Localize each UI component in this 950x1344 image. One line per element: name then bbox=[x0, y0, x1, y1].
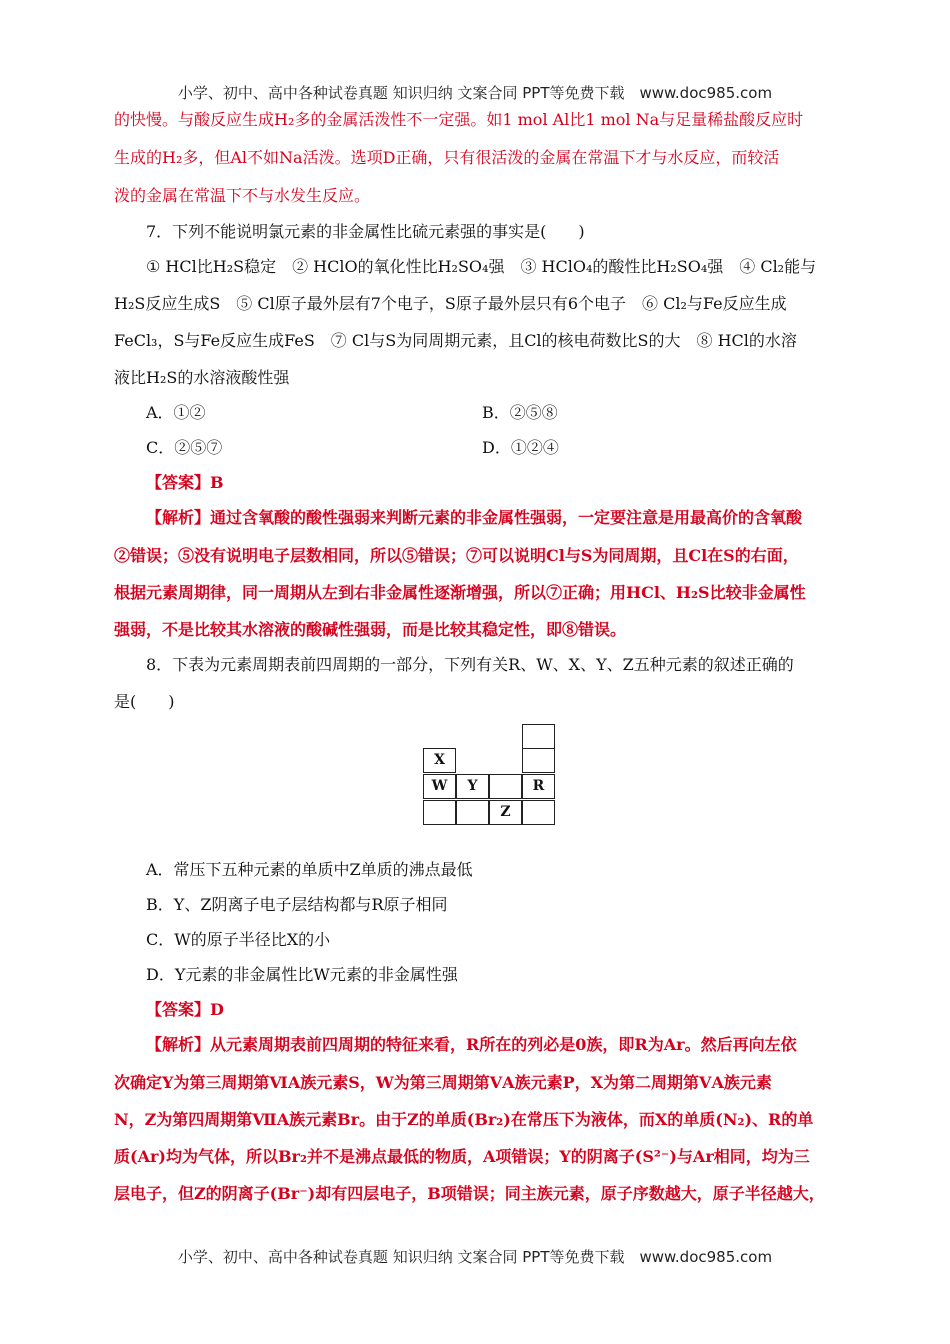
q7-option-a: A．①② bbox=[146, 403, 206, 422]
q7-analysis-line: 根据元素周期律，同一周期从左到右非金属性逐渐增强，所以⑦正确；用HCl、H₂S比较非金属性 bbox=[114, 583, 806, 602]
q8-answer: 【答案】D bbox=[146, 1000, 224, 1019]
table-cell bbox=[522, 724, 555, 749]
q8-option-d: D．Y元素的非金属性比W元素的非金属性强 bbox=[146, 965, 458, 984]
q7-body-line: 液比H₂S的水溶液酸性强 bbox=[114, 368, 290, 387]
element-w-label: W bbox=[431, 778, 448, 794]
q8-analysis-line: 次确定Y为第三周期第ⅥA族元素S，W为第三周期第ⅤA族元素P，X为第二周期第ⅤA族元素 bbox=[114, 1073, 772, 1092]
intro-line: 的快慢。与酸反应生成H₂多的金属活泼性不一定强。如1 mol Al比1 mol Na与足量稀盐酸反应时 bbox=[114, 110, 804, 129]
q7-analysis-line: 【解析】通过含氧酸的酸性强弱来判断元素的非金属性强弱，一定要注意是用最高价的含氧酸 bbox=[146, 508, 803, 527]
table-cell-y bbox=[456, 774, 489, 799]
intro-line: 生成的H₂多，但Al不如Na活泼。选项D正确，只有很活泼的金属在常温下才与水反应，而较活 bbox=[114, 148, 780, 167]
q7-analysis-line: ②错误；⑤没有说明电子层数相同，所以⑤错误；⑦可以说明Cl与S为同周期，且Cl在S的右面， bbox=[114, 546, 799, 565]
table-cell-x bbox=[423, 748, 456, 773]
q7-option-c: C．②⑤⑦ bbox=[146, 438, 223, 457]
q7-analysis-line: 强弱，不是比较其水溶液的酸碱性强弱，而是比较其稳定性，即⑧错误。 bbox=[114, 620, 627, 639]
table-cell-z bbox=[489, 800, 522, 825]
q8-analysis-line: 质(Ar)均为气体，所以Br₂并不是沸点最低的物质，A项错误；Y的阴离子(S²⁻)与Ar相同，均为三 bbox=[114, 1147, 810, 1166]
q8-option-b: B．Y、Z阴离子电子层结构都与R原子相同 bbox=[146, 895, 448, 914]
q7-body-line: ① HCl比H₂S稳定 ② HClO的氧化性比H₂SO₄强 ③ HClO₄的酸性比H₂SO₄强 ④ Cl₂能与 bbox=[146, 257, 817, 276]
table-cell bbox=[456, 800, 489, 825]
q8-option-a: A．常压下五种元素的单质中Z单质的沸点最低 bbox=[146, 860, 473, 879]
table-cell bbox=[489, 774, 522, 799]
q7-option-b: B．②⑤⑧ bbox=[482, 403, 558, 422]
q8-analysis-line: N，Z为第四周期第ⅦA族元素Br。由于Z的单质(Br₂)在常压下为液体，而X的单质(N₂)、R的单 bbox=[114, 1110, 814, 1129]
table-cell-r bbox=[522, 774, 555, 799]
q7-body-line: H₂S反应生成S ⑤ Cl原子最外层有7个电子，S原子最外层只有6个电子 ⑥ Cl₂与Fe反应生成 bbox=[114, 294, 787, 313]
table-cell bbox=[522, 748, 555, 773]
page-header: 小学、初中、高中各种试卷真题 知识归纳 文案合同 PPT等免费下载 www.doc985.com bbox=[177, 84, 773, 102]
q8-stem: 8．下表为元素周期表前四周期的一部分，下列有关R、W、X、Y、Z五种元素的叙述正确的 bbox=[146, 655, 794, 674]
element-y-label: Y bbox=[467, 778, 478, 794]
q8-analysis-line: 【解析】从元素周期表前四周期的特征来看，R所在的列必是0族，即R为Ar。然后再向左依 bbox=[146, 1035, 797, 1054]
q8-analysis-line: 层电子，但Z的阴离子(Br⁻)却有四层电子，B项错误；同主族元素，原子序数越大，原子半径越大， bbox=[114, 1184, 825, 1203]
q8-option-c: C．W的原子半径比X的小 bbox=[146, 930, 331, 949]
q7-option-d: D．①②④ bbox=[482, 438, 559, 457]
q7-body-line: FeCl₃，S与Fe反应生成FeS ⑦ Cl与S为同周期元素，且Cl的核电荷数比S的大 ⑧ HCl的水溶 bbox=[114, 331, 797, 350]
page-footer: 小学、初中、高中各种试卷真题 知识归纳 文案合同 PPT等免费下载 www.doc985.com bbox=[177, 1248, 773, 1266]
intro-line: 泼的金属在常温下不与水发生反应。 bbox=[114, 186, 371, 205]
element-r-label: R bbox=[532, 778, 545, 794]
element-x-label: X bbox=[434, 752, 445, 768]
element-z-label: Z bbox=[500, 804, 511, 820]
table-cell-w bbox=[423, 774, 456, 799]
q7-stem: 7．下列不能说明氯元素的非金属性比硫元素强的事实是( ) bbox=[146, 222, 585, 241]
q8-stem: 是( ) bbox=[114, 692, 175, 711]
q7-answer: 【答案】B bbox=[146, 473, 224, 492]
table-cell bbox=[522, 800, 555, 825]
table-cell bbox=[423, 800, 456, 825]
